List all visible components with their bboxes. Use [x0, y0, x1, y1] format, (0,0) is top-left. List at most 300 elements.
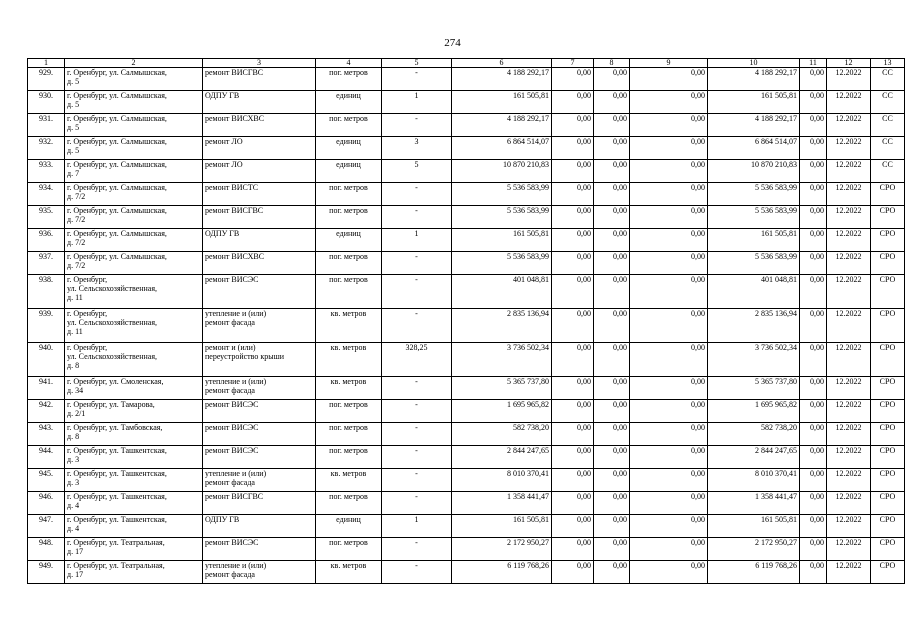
fund-owners-cell: 4 188 292,17 — [708, 68, 800, 91]
work-type-cell-line: переустройство крыши — [205, 352, 285, 361]
column-header: 13 — [871, 59, 905, 68]
fund-local-cell: 0,00 — [630, 561, 708, 584]
column-header: 5 — [382, 59, 452, 68]
unit-cell: пог. метров — [316, 538, 382, 561]
fund-regional-cell: 0,00 — [594, 423, 630, 446]
address-cell — [65, 252, 203, 275]
fund-source-cell: СРО — [871, 469, 905, 492]
total-cost-cell: 8 010 370,41 — [452, 469, 552, 492]
fund-federal-cell: 0,00 — [552, 400, 594, 423]
row-number: 947. — [28, 515, 65, 538]
total-cost-cell: 5 536 583,99 — [452, 206, 552, 229]
fund-other-cell: 0,00 — [800, 538, 827, 561]
work-type-cell-line: утепление и (или) — [205, 469, 267, 478]
work-type-cell-line: ремонт фасада — [205, 318, 255, 327]
unit-cell: единиц — [316, 515, 382, 538]
work-type-cell-line: ремонт ЛО — [205, 160, 243, 169]
work-type-cell-line: ремонт ВИСТС — [205, 183, 259, 192]
work-type-cell-line: ремонт ЛО — [205, 137, 243, 146]
column-header: 4 — [316, 59, 382, 68]
row-number: 930. — [28, 91, 65, 114]
fund-regional-cell: 0,00 — [594, 229, 630, 252]
fund-source-cell: СРО — [871, 252, 905, 275]
row-number: 949. — [28, 561, 65, 584]
fund-regional-cell: 0,00 — [594, 309, 630, 343]
total-cost-cell: 582 738,20 — [452, 423, 552, 446]
fund-source-cell: СС — [871, 91, 905, 114]
fund-regional-cell: 0,00 — [594, 400, 630, 423]
fund-source-cell: СРО — [871, 206, 905, 229]
work-type-cell-line: ремонт фасада — [205, 478, 255, 487]
fund-source-cell: СРО — [871, 423, 905, 446]
work-type-cell-line: ОДПУ ГВ — [205, 229, 240, 238]
address-cell-line: д. 7 — [67, 169, 80, 178]
unit-cell: кв. метров — [316, 377, 382, 400]
address-cell — [65, 137, 203, 160]
row-number: 948. — [28, 538, 65, 561]
column-header: 12 — [827, 59, 871, 68]
fund-federal-cell: 0,00 — [552, 309, 594, 343]
address-cell-line: г. Оренбург, ул. Театральная, — [67, 538, 165, 547]
quantity-cell: 1 — [382, 515, 452, 538]
address-cell — [65, 309, 203, 343]
completion-date-cell: 12.2022 — [827, 446, 871, 469]
table-row — [28, 400, 905, 423]
row-number: 929. — [28, 68, 65, 91]
completion-date-cell: 12.2022 — [827, 252, 871, 275]
address-cell-line: г. Оренбург, ул. Тамбовская, — [67, 423, 163, 432]
column-header: 10 — [708, 59, 800, 68]
completion-date-cell: 12.2022 — [827, 160, 871, 183]
table-row — [28, 68, 905, 91]
address-cell-line: г. Оренбург, ул. Салмышская, — [67, 183, 167, 192]
fund-source-cell: СРО — [871, 229, 905, 252]
address-cell-line: г. Оренбург, ул. Ташкентская, — [67, 492, 167, 501]
quantity-cell: 1 — [382, 91, 452, 114]
total-cost-cell: 1 695 965,82 — [452, 400, 552, 423]
table-row — [28, 229, 905, 252]
address-cell-line: г. Оренбург, ул. Салмышская, — [67, 91, 167, 100]
quantity-cell: - — [382, 561, 452, 584]
address-cell-line: г. Оренбург, ул. Салмышская, — [67, 229, 167, 238]
address-cell — [65, 469, 203, 492]
fund-federal-cell: 0,00 — [552, 469, 594, 492]
fund-regional-cell: 0,00 — [594, 206, 630, 229]
address-cell — [65, 446, 203, 469]
unit-cell: единиц — [316, 229, 382, 252]
address-cell-line: г. Оренбург, ул. Салмышская, — [67, 137, 167, 146]
fund-other-cell: 0,00 — [800, 377, 827, 400]
address-cell — [65, 275, 203, 309]
column-header: 9 — [630, 59, 708, 68]
fund-owners-cell: 6 119 768,26 — [708, 561, 800, 584]
address-cell — [65, 423, 203, 446]
row-number: 939. — [28, 309, 65, 343]
work-type-cell-line: ремонт ВИСГВС — [205, 206, 264, 215]
total-cost-cell: 401 048,81 — [452, 275, 552, 309]
unit-cell: пог. метров — [316, 114, 382, 137]
completion-date-cell: 12.2022 — [827, 343, 871, 377]
unit-cell: единиц — [316, 160, 382, 183]
fund-local-cell: 0,00 — [630, 91, 708, 114]
address-cell-line: г. Оренбург, ул. Салмышская, — [67, 252, 167, 261]
address-cell-line: г. Оренбург, ул. Смоленская, — [67, 377, 164, 386]
work-type-cell — [203, 137, 316, 160]
fund-regional-cell: 0,00 — [594, 538, 630, 561]
address-cell-line: г. Оренбург, ул. Ташкентская, — [67, 446, 167, 455]
fund-owners-cell: 1 358 441,47 — [708, 492, 800, 515]
address-cell-line: г. Оренбург, ул. Салмышская, — [67, 160, 167, 169]
address-cell-line: г. Оренбург, ул. Салмышская, — [67, 206, 167, 215]
address-cell-line: д. 7/2 — [67, 192, 86, 201]
total-cost-cell: 2 172 950,27 — [452, 538, 552, 561]
fund-source-cell: СРО — [871, 183, 905, 206]
fund-federal-cell: 0,00 — [552, 492, 594, 515]
completion-date-cell: 12.2022 — [827, 91, 871, 114]
address-cell — [65, 377, 203, 400]
fund-regional-cell: 0,00 — [594, 275, 630, 309]
work-type-cell — [203, 423, 316, 446]
column-header: 2 — [65, 59, 203, 68]
table-row — [28, 206, 905, 229]
work-type-cell-line: ОДПУ ГВ — [205, 515, 240, 524]
work-type-cell — [203, 400, 316, 423]
fund-federal-cell: 0,00 — [552, 343, 594, 377]
fund-source-cell: СРО — [871, 538, 905, 561]
row-number: 944. — [28, 446, 65, 469]
total-cost-cell: 6 864 514,07 — [452, 137, 552, 160]
completion-date-cell: 12.2022 — [827, 377, 871, 400]
fund-other-cell: 0,00 — [800, 114, 827, 137]
fund-local-cell: 0,00 — [630, 515, 708, 538]
fund-federal-cell: 0,00 — [552, 252, 594, 275]
fund-federal-cell: 0,00 — [552, 515, 594, 538]
fund-source-cell: СРО — [871, 309, 905, 343]
fund-source-cell: СРО — [871, 275, 905, 309]
fund-local-cell: 0,00 — [630, 114, 708, 137]
address-cell-line: г. Оренбург, ул. Салмышская, — [67, 68, 167, 77]
work-type-cell — [203, 538, 316, 561]
work-type-cell — [203, 183, 316, 206]
address-cell — [65, 114, 203, 137]
fund-regional-cell: 0,00 — [594, 137, 630, 160]
unit-cell: кв. метров — [316, 469, 382, 492]
work-type-cell-line: ремонт ВИСГВС — [205, 68, 264, 77]
fund-regional-cell: 0,00 — [594, 91, 630, 114]
address-cell-line: г. Оренбург, ул. Тамарова, — [67, 400, 155, 409]
fund-federal-cell: 0,00 — [552, 446, 594, 469]
fund-owners-cell: 2 172 950,27 — [708, 538, 800, 561]
table-row — [28, 377, 905, 400]
total-cost-cell: 161 505,81 — [452, 229, 552, 252]
fund-local-cell: 0,00 — [630, 423, 708, 446]
unit-cell: единиц — [316, 91, 382, 114]
address-cell-line: д. 11 — [67, 327, 83, 336]
fund-owners-cell: 5 536 583,99 — [708, 206, 800, 229]
unit-cell: пог. метров — [316, 446, 382, 469]
address-cell-line: д. 17 — [67, 570, 84, 579]
address-cell-line: г. Оренбург, — [67, 343, 108, 352]
fund-federal-cell: 0,00 — [552, 423, 594, 446]
fund-federal-cell: 0,00 — [552, 114, 594, 137]
quantity-cell: 1 — [382, 229, 452, 252]
table-row — [28, 469, 905, 492]
work-type-cell — [203, 91, 316, 114]
fund-federal-cell: 0,00 — [552, 68, 594, 91]
address-cell — [65, 515, 203, 538]
row-number: 935. — [28, 206, 65, 229]
address-cell-line: ул. Сельскохозяйственная, — [67, 318, 158, 327]
fund-local-cell: 0,00 — [630, 377, 708, 400]
quantity-cell: 328,25 — [382, 343, 452, 377]
fund-other-cell: 0,00 — [800, 275, 827, 309]
quantity-cell: - — [382, 492, 452, 515]
total-cost-cell: 161 505,81 — [452, 515, 552, 538]
work-type-cell — [203, 68, 316, 91]
unit-cell: пог. метров — [316, 206, 382, 229]
fund-owners-cell: 5 536 583,99 — [708, 183, 800, 206]
address-cell — [65, 538, 203, 561]
total-cost-cell: 5 365 737,80 — [452, 377, 552, 400]
fund-other-cell: 0,00 — [800, 561, 827, 584]
address-cell-line: д. 8 — [67, 432, 80, 441]
completion-date-cell: 12.2022 — [827, 538, 871, 561]
fund-owners-cell: 10 870 210,83 — [708, 160, 800, 183]
completion-date-cell: 12.2022 — [827, 275, 871, 309]
fund-regional-cell: 0,00 — [594, 160, 630, 183]
address-cell-line: д. 7/2 — [67, 215, 86, 224]
fund-owners-cell: 401 048,81 — [708, 275, 800, 309]
fund-source-cell: СРО — [871, 561, 905, 584]
row-number: 931. — [28, 114, 65, 137]
completion-date-cell: 12.2022 — [827, 561, 871, 584]
address-cell-line: д. 3 — [67, 478, 80, 487]
fund-local-cell: 0,00 — [630, 252, 708, 275]
row-number: 938. — [28, 275, 65, 309]
quantity-cell: - — [382, 377, 452, 400]
fund-federal-cell: 0,00 — [552, 137, 594, 160]
capital-repair-table — [27, 58, 905, 584]
row-number: 933. — [28, 160, 65, 183]
fund-source-cell: СРО — [871, 377, 905, 400]
work-type-cell-line: ремонт ВИСХВС — [205, 114, 265, 123]
fund-regional-cell: 0,00 — [594, 377, 630, 400]
fund-federal-cell: 0,00 — [552, 377, 594, 400]
fund-local-cell: 0,00 — [630, 183, 708, 206]
completion-date-cell: 12.2022 — [827, 137, 871, 160]
fund-federal-cell: 0,00 — [552, 91, 594, 114]
unit-cell: пог. метров — [316, 275, 382, 309]
total-cost-cell: 1 358 441,47 — [452, 492, 552, 515]
fund-other-cell: 0,00 — [800, 343, 827, 377]
fund-regional-cell: 0,00 — [594, 469, 630, 492]
fund-owners-cell: 2 844 247,65 — [708, 446, 800, 469]
work-type-cell — [203, 114, 316, 137]
fund-local-cell: 0,00 — [630, 160, 708, 183]
address-cell-line: д. 5 — [67, 77, 80, 86]
fund-local-cell: 0,00 — [630, 343, 708, 377]
total-cost-cell: 6 119 768,26 — [452, 561, 552, 584]
column-header: 8 — [594, 59, 630, 68]
table-row — [28, 561, 905, 584]
quantity-cell: - — [382, 469, 452, 492]
work-type-cell-line: ремонт ВИСЭС — [205, 275, 259, 284]
address-cell-line: д. 5 — [67, 100, 80, 109]
quantity-cell: - — [382, 206, 452, 229]
column-header: 6 — [452, 59, 552, 68]
work-type-cell — [203, 206, 316, 229]
fund-federal-cell: 0,00 — [552, 160, 594, 183]
work-type-cell-line: ремонт ВИСГВС — [205, 492, 264, 501]
table-row — [28, 114, 905, 137]
table-row — [28, 343, 905, 377]
completion-date-cell: 12.2022 — [827, 492, 871, 515]
fund-owners-cell: 5 365 737,80 — [708, 377, 800, 400]
work-type-cell-line: ремонт ВИСЭС — [205, 423, 259, 432]
address-cell — [65, 206, 203, 229]
total-cost-cell: 4 188 292,17 — [452, 68, 552, 91]
fund-source-cell: СС — [871, 68, 905, 91]
address-cell-line: д. 4 — [67, 524, 80, 533]
address-cell-line: д. 5 — [67, 123, 80, 132]
address-cell — [65, 492, 203, 515]
address-cell-line: ул. Сельскохозяйственная, — [67, 352, 158, 361]
column-header: 11 — [800, 59, 827, 68]
completion-date-cell: 12.2022 — [827, 68, 871, 91]
address-cell-line: г. Оренбург, ул. Ташкентская, — [67, 515, 167, 524]
fund-source-cell: СРО — [871, 515, 905, 538]
fund-other-cell: 0,00 — [800, 206, 827, 229]
address-cell-line: д. 3 — [67, 455, 80, 464]
work-type-cell-line: ремонт ВИСЭС — [205, 538, 259, 547]
work-type-cell — [203, 229, 316, 252]
address-cell-line: д. 8 — [67, 361, 80, 370]
address-cell-line: д. 2/1 — [67, 409, 86, 418]
fund-other-cell: 0,00 — [800, 309, 827, 343]
unit-cell: пог. метров — [316, 492, 382, 515]
work-type-cell — [203, 515, 316, 538]
work-type-cell — [203, 377, 316, 400]
work-type-cell — [203, 561, 316, 584]
row-number: 940. — [28, 343, 65, 377]
fund-owners-cell: 582 738,20 — [708, 423, 800, 446]
table-row — [28, 423, 905, 446]
fund-other-cell: 0,00 — [800, 423, 827, 446]
address-cell — [65, 183, 203, 206]
work-type-cell — [203, 309, 316, 343]
address-cell-line: г. Оренбург, ул. Театральная, — [67, 561, 165, 570]
fund-regional-cell: 0,00 — [594, 252, 630, 275]
fund-federal-cell: 0,00 — [552, 275, 594, 309]
fund-regional-cell: 0,00 — [594, 68, 630, 91]
unit-cell: пог. метров — [316, 423, 382, 446]
completion-date-cell: 12.2022 — [827, 515, 871, 538]
work-type-cell — [203, 492, 316, 515]
fund-owners-cell: 2 835 136,94 — [708, 309, 800, 343]
fund-local-cell: 0,00 — [630, 400, 708, 423]
fund-local-cell: 0,00 — [630, 309, 708, 343]
address-cell — [65, 343, 203, 377]
address-cell-line: г. Оренбург, ул. Салмышская, — [67, 114, 167, 123]
completion-date-cell: 12.2022 — [827, 114, 871, 137]
quantity-cell: - — [382, 423, 452, 446]
unit-cell: пог. метров — [316, 400, 382, 423]
quantity-cell: - — [382, 400, 452, 423]
quantity-cell: 3 — [382, 137, 452, 160]
table-row — [28, 275, 905, 309]
fund-source-cell: СРО — [871, 446, 905, 469]
fund-other-cell: 0,00 — [800, 469, 827, 492]
fund-other-cell: 0,00 — [800, 160, 827, 183]
total-cost-cell: 2 844 247,65 — [452, 446, 552, 469]
table-row — [28, 309, 905, 343]
work-type-cell — [203, 343, 316, 377]
work-type-cell-line: ОДПУ ГВ — [205, 91, 240, 100]
row-number: 941. — [28, 377, 65, 400]
unit-cell: пог. метров — [316, 252, 382, 275]
completion-date-cell: 12.2022 — [827, 469, 871, 492]
fund-other-cell: 0,00 — [800, 137, 827, 160]
column-header: 3 — [203, 59, 316, 68]
quantity-cell: - — [382, 68, 452, 91]
fund-owners-cell: 8 010 370,41 — [708, 469, 800, 492]
work-type-cell-line: утепление и (или) — [205, 309, 267, 318]
work-type-cell-line: утепление и (или) — [205, 561, 267, 570]
total-cost-cell: 5 536 583,99 — [452, 183, 552, 206]
fund-regional-cell: 0,00 — [594, 561, 630, 584]
address-cell — [65, 91, 203, 114]
fund-local-cell: 0,00 — [630, 206, 708, 229]
address-cell-line: ул. Сельскохозяйственная, — [67, 284, 158, 293]
quantity-cell: 5 — [382, 160, 452, 183]
work-type-cell-line: ремонт фасада — [205, 386, 255, 395]
quantity-cell: - — [382, 183, 452, 206]
completion-date-cell: 12.2022 — [827, 183, 871, 206]
row-number: 934. — [28, 183, 65, 206]
work-type-cell — [203, 275, 316, 309]
work-type-cell — [203, 252, 316, 275]
completion-date-cell: 12.2022 — [827, 206, 871, 229]
table-row — [28, 91, 905, 114]
fund-local-cell: 0,00 — [630, 492, 708, 515]
table-row — [28, 137, 905, 160]
fund-owners-cell: 161 505,81 — [708, 229, 800, 252]
unit-cell: пог. метров — [316, 183, 382, 206]
fund-local-cell: 0,00 — [630, 275, 708, 309]
address-cell-line: д. 5 — [67, 146, 80, 155]
work-type-cell-line: ремонт ВИСЭС — [205, 446, 259, 455]
quantity-cell: - — [382, 252, 452, 275]
table-row — [28, 492, 905, 515]
unit-cell: кв. метров — [316, 561, 382, 584]
completion-date-cell: 12.2022 — [827, 400, 871, 423]
table-row — [28, 446, 905, 469]
fund-local-cell: 0,00 — [630, 137, 708, 160]
fund-owners-cell: 5 536 583,99 — [708, 252, 800, 275]
address-cell-line: д. 4 — [67, 501, 80, 510]
work-type-cell-line: ремонт фасада — [205, 570, 255, 579]
fund-owners-cell: 1 695 965,82 — [708, 400, 800, 423]
table-row — [28, 160, 905, 183]
table-row — [28, 252, 905, 275]
completion-date-cell: 12.2022 — [827, 229, 871, 252]
work-type-cell-line: ремонт и (или) — [205, 343, 256, 352]
fund-federal-cell: 0,00 — [552, 229, 594, 252]
row-number: 945. — [28, 469, 65, 492]
unit-cell: кв. метров — [316, 309, 382, 343]
address-cell-line: д. 7/2 — [67, 238, 86, 247]
address-cell-line: д. 34 — [67, 386, 84, 395]
